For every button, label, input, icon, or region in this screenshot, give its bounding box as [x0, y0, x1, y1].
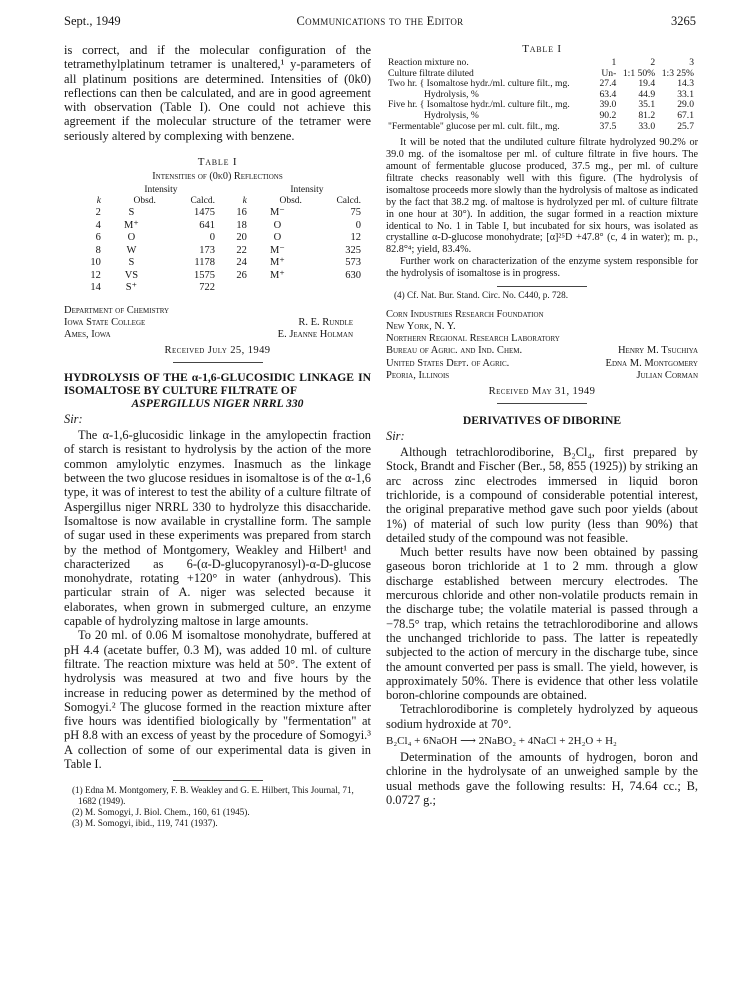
table-row: [386, 122, 696, 133]
table2-cell: 90.2: [599, 109, 617, 121]
table-row: [72, 220, 364, 233]
table2-cell: 3: [689, 57, 694, 68]
paragraph-crystal-structure: is correct, and if the molecular configuration of the tetramethylplatinum tetramer is unaltered,¹ y-parameters of all platinum positions are determined. Intensities of (0k0) reflections can then be calculated, and are in good agreement with observation (Table I). One could not achieve this agreement if the molecular structure of the tetramer were seriously altered by complexing with benzene.: [64, 43, 371, 143]
table1-cell: 10: [90, 257, 101, 269]
table2-cell: 1: [611, 57, 617, 68]
table1-cell: [305, 282, 364, 295]
table1-cell: W: [126, 244, 137, 256]
table-row: [72, 270, 364, 283]
table1-cell: 24: [236, 257, 247, 269]
sig2-line: Edna M. Montgomery: [605, 357, 698, 369]
paragraph-glow-discharge: Much better results have now been obtained by passing gaseous boron trichloride at 1 to 2 mm. through a glow discharge established between mercury electrodes. The mercurous chloride and other non-volatile products remain in the discharge tube; the volatile material is passed through a −78.5° trap, which retains the tetrachlorodiborine and allows the unchanged trichloride to pass. The latter is repeatedly subjected to the action of mercury in the discharge tube, since the amount converted per pass is small. The yield, however, is approximately 50%. There is evidence that other less volatile boron-chlorine compounds are obtained.: [386, 545, 698, 703]
table2-cell: 2: [650, 57, 656, 68]
table1-cell: S⁺: [125, 282, 138, 294]
table1-cell: VS: [124, 269, 139, 281]
table1-cell: 641: [199, 219, 215, 231]
table1-cell: O: [127, 232, 136, 244]
table1-caption: Table I: [197, 156, 238, 169]
table1-cell: O: [273, 219, 282, 231]
page-number: 3265: [671, 14, 696, 28]
header-title: Communications to the Editor: [296, 14, 464, 28]
article-title: [64, 371, 371, 410]
table1-cell: M⁻: [269, 207, 285, 219]
table2-cell: 27.4: [599, 78, 617, 90]
sig-college: Iowa State College: [64, 316, 146, 328]
table1-header-cell: Obsd.: [133, 196, 156, 207]
salutation: Sir:: [64, 412, 83, 427]
table1-cell: 630: [345, 269, 361, 281]
table1-cell: 0: [209, 232, 215, 244]
table-row: [72, 257, 364, 270]
chemical-equation: B₂Cl₄ + 6NaOH ⟶ 2NaBO₂ + 4NaCl + 2H₂O + H₂: [386, 734, 617, 747]
salutation-2: Sir:: [386, 429, 405, 444]
footnote-divider-2: [497, 286, 587, 287]
table1-cell: 8: [95, 244, 101, 256]
table1-cell: 14: [90, 282, 101, 294]
table2-cell: 14.3: [677, 78, 694, 90]
paragraph-intro: The α-1,6-glucosidic linkage in the amylopectin fraction of starch is resistant to hydrolysis by the action of the more common amylolytic enzymes. Inasmuch as the linkage between the two glucose residues in isomaltose is of the α-1,6 type, it was of interest to test the ability of a culture filtrate of Aspergillus niger NRRL 330 to hydrolyze this disaccharide. Isomaltose is now available in crystalline form. The sample of sugar used in these experiments was prepared from starch by the method of Montgomery, Weakley and Hilbert¹ and characterized as 6-(α-D-glucopyranosyl)-α-D-glucose monohydrate, rotating +120° in water (anhydrous). This particular strain of A. niger was selected because it elaborates, when grown in submerged culture, an enzyme capable of hydrolyzing maltose in large amounts.: [64, 428, 371, 629]
table2-cell: Reaction mixture no.: [388, 57, 469, 68]
reflections-table: [72, 185, 364, 295]
paragraph-further-work: Further work on characterization of the enzyme system responsible for the hydrolysis of isomaltose is in progress.: [386, 256, 698, 280]
table2-cell: 19.4: [638, 78, 656, 90]
table1-cell: M⁺: [269, 269, 285, 281]
sig2-line: Corn Industries Research Foundation: [386, 308, 544, 320]
footnote-item: (1) Edna M. Montgomery, F. B. Weakley and G. E. Hilbert, This Journal, 71, 1682 (1949).: [72, 785, 354, 807]
table1-header-cell: Calcd.: [336, 196, 361, 207]
article-title-organism: ASPERGILLUS NIGER NRRL 330: [131, 397, 304, 411]
table1-cell: 1475: [193, 207, 215, 219]
footnote-item: (2) M. Somogyi, J. Biol. Chem., 160, 61 (1945).: [72, 806, 250, 817]
table1-cell: 12: [90, 269, 101, 281]
sig-dept: Department of Chemistry: [64, 304, 170, 316]
article-title-line: HYDROLYSIS OF THE α-1,6-GLUCOSIDIC LINKAGE IN ISOMALTOSE BY CULTURE FILTRATE OF: [64, 371, 371, 398]
paragraph-determination: Determination of the amounts of hydrogen, boron and chlorine in the hydrolysate of an unweighed sample by the usual methods gave the following results: H, 74.64 cc.; B, 0.0727 g.;: [386, 749, 698, 807]
footnote-divider: [173, 780, 263, 781]
footnote-4: (4) Cf. Nat. Bur. Stand. Circ. No. C440, p. 728.: [394, 290, 569, 301]
table2-cell: Five hr. { Isomaltose hydr./ml. culture filt., mg.: [388, 99, 570, 111]
running-header: [64, 14, 696, 34]
table1-cell: [250, 282, 305, 295]
table1-cell: 6: [95, 232, 101, 244]
hydrolysis-table: [386, 58, 696, 132]
table1-cell: 18: [236, 219, 247, 231]
sig-name-2: E. Jeanne Holman: [277, 328, 353, 340]
sig-name-1: R. E. Rundle: [298, 316, 353, 328]
table1-cell: S: [128, 207, 135, 219]
header-date: Sept., 1949: [64, 14, 121, 28]
table2-cell: 33.1: [677, 88, 694, 100]
table2-cell: 67.1: [677, 109, 694, 121]
table1-cell: 1178: [194, 257, 215, 269]
table1-cell: 26: [236, 269, 247, 281]
table1-header-cell: Obsd.: [279, 196, 302, 207]
table1-cell: 16: [236, 207, 247, 219]
sig2-line: Peoria, Illinois: [386, 369, 450, 381]
footnotes: [64, 785, 371, 828]
table1-cell: M⁺: [123, 219, 139, 231]
sig2-line: Henry M. Tsuchiya: [617, 345, 698, 357]
table1-cell: M⁺: [269, 257, 285, 269]
table1-cell: O: [273, 232, 282, 244]
table2-cell: Culture filtrate diluted: [388, 67, 474, 79]
table1-subcaption: Intensities of (0k0) Reflections: [152, 171, 283, 183]
right-column: [386, 43, 698, 807]
table2-cell: Hydrolysis, %: [424, 109, 479, 121]
table2-cell: 39.0: [599, 99, 617, 111]
sig-city: Ames, Iowa: [64, 328, 111, 340]
table1-cell: 0: [355, 219, 361, 231]
intensity-group-1: Intensity: [144, 185, 178, 196]
table2-cell: 1:3 25%: [661, 67, 694, 79]
table1-cell: 1575: [193, 269, 215, 281]
table2-caption: Table I: [522, 43, 562, 55]
paragraph-diborine-intro: Although tetrachlorodiborine, B₂Cl₄, first prepared by Stock, Brandt and Fischer (Ber., 58, 855 (1925)) by striking an arc across zinc electrodes immersed in liquid boron trichloride, is a compound of considerable potential interest, the original preparative method gave such poor yields (about 1%) of material of such low purity (less than 90%) that detailed study of the compound was not feasible.: [386, 445, 698, 545]
left-column: [64, 43, 371, 829]
sig2-line: Northern Regional Research Laboratory: [386, 333, 560, 345]
table1-cell: 573: [345, 257, 361, 269]
received-date-2: Received May 31, 1949: [488, 386, 596, 398]
article2-title: DERIVATIVES OF DIBORINE: [462, 414, 622, 428]
sig2-line: Julian Corman: [636, 369, 698, 381]
table1-header-cell: Calcd.: [190, 196, 215, 207]
table-row: [72, 282, 364, 295]
table-row: [386, 111, 696, 122]
table2-cell: 25.7: [677, 120, 694, 132]
signature-block-1: [64, 305, 371, 342]
paragraph-hydrolysis: Tetrachlorodiborine is completely hydrolyzed by aqueous sodium hydroxide at 70°.: [386, 702, 698, 731]
table1-cell: M⁻: [269, 244, 285, 256]
table2-cell: Two hr. { Isomaltose hydr./ml. culture filt., mg.: [388, 78, 570, 90]
sig2-line: New York, N. Y.: [386, 321, 456, 333]
table1-cell: [218, 282, 250, 295]
table2-cell: Hydrolysis, %: [424, 88, 479, 100]
sig2-line: United States Dept. of Agric.: [386, 357, 510, 369]
table1-cell: 722: [199, 282, 215, 294]
signature-block-2: [386, 309, 698, 382]
paragraph-method: To 20 ml. of 0.06 M isomaltose monohydrate, buffered at pH 4.4 (acetate buffer, 0.3 M), was added 10 ml. of culture filtrate. The reaction mixture was held at 50°. The extent of hydrolysis was measured at two and five hours by the increase in reducing power as determined by the method of Somogyi.² The glucose formed in the reaction mixture after five hours was identified biologically by "fermentation" at pH 8.8 with an excess of yeast by the procedure of Somogyi.³ A collection of some of our experimental data is given in Table I.: [64, 628, 371, 772]
table2-cell: Un-: [601, 67, 617, 79]
table2-cell: 35.1: [638, 99, 656, 111]
table2-cell: "Fermentable" glucose per ml. cult. filt., mg.: [388, 120, 560, 132]
table1-cell: 4: [95, 219, 101, 231]
table1-cell: 2: [95, 207, 101, 219]
table1-cell: 173: [199, 244, 215, 256]
table2-cell: 44.9: [638, 88, 656, 100]
divider-2: [497, 403, 587, 404]
table2-cell: 33.0: [638, 120, 656, 132]
table1-header-cell: k: [96, 196, 101, 207]
table1-header-cell: k: [242, 196, 247, 207]
sig2-line: Bureau of Agric. and Ind. Chem.: [386, 345, 523, 357]
table-row: [72, 232, 364, 245]
table2-cell: 81.2: [638, 109, 656, 121]
table2-cell: 37.5: [599, 120, 617, 132]
intensity-group-2: Intensity: [290, 185, 324, 196]
table1-cell: S: [128, 257, 135, 269]
table1-cell: 325: [345, 244, 361, 256]
table-row: [386, 58, 696, 69]
table2-cell: 1:1 50%: [622, 67, 656, 79]
table1-cell: 12: [350, 232, 361, 244]
table1-cell: 20: [236, 232, 247, 244]
table2-cell: 29.0: [677, 99, 694, 111]
table-row: [72, 207, 364, 220]
footnote-item: (3) M. Somogyi, ibid., 119, 741 (1937).: [72, 817, 218, 828]
table2-cell: 63.4: [599, 88, 617, 100]
table-row: [72, 245, 364, 258]
paragraph-results: It will be noted that the undiluted culture filtrate hydrolyzed 90.2% or 39.0 mg. of the isomaltose per ml. of culture filtrate in five hours. The amount of fermentable glucose produced, 37.5 mg., per ml. of culture filtrate checks reasonably well with this figure. (The hydrolysis of isomaltose proceeds more slowly than the hydrolysis of maltose as indicated by the fact that 38.2 mg. of maltose is hydrolyzed per ml. of culture filtrate in one hour at 30°). In addition, the sugar formed in a reaction mixture identical to No. 1 in Table I, but incubated for six hours, was isolated as crystalline α-D-glucose monohydrate; [α]²⁵D +47.8° (c, 4 in water); m. p., 82.8°⁴; yield, 83.4%.: [386, 137, 698, 256]
table1-cell: 75: [350, 207, 361, 219]
received-date-1: Received July 25, 1949: [164, 345, 271, 357]
table1-cell: 22: [236, 244, 247, 256]
divider: [173, 362, 263, 363]
